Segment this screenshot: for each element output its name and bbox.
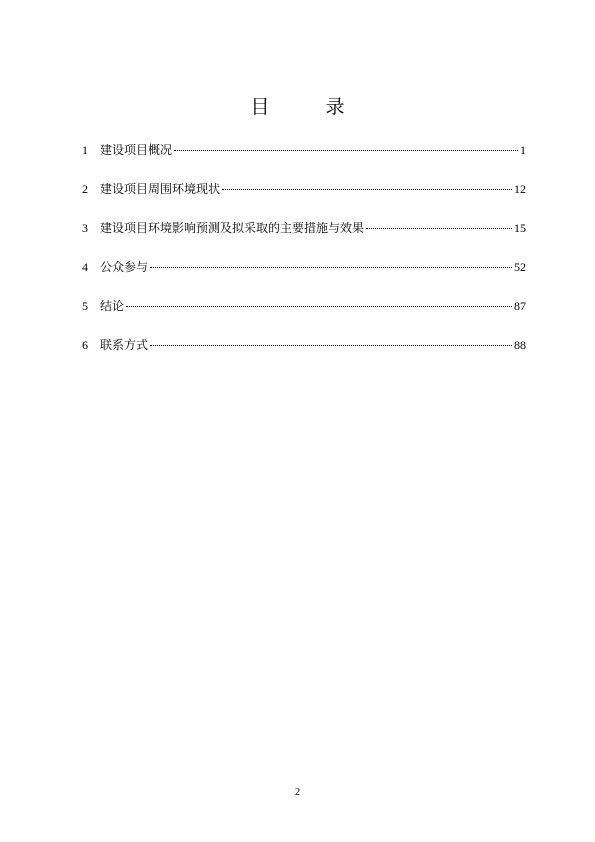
- toc-entry-label: 公众参与: [100, 260, 149, 274]
- toc-entry-page: 15: [514, 221, 526, 235]
- toc-entry-label: 联系方式: [100, 338, 149, 352]
- toc-entry-label: 建设项目周围环境现状: [100, 182, 221, 196]
- toc-entry-page: 88: [514, 338, 526, 352]
- toc-entry-label: 建设项目环境影响预测及拟采取的主要措施与效果: [100, 221, 365, 235]
- page-number: 2: [295, 787, 300, 798]
- toc-entry-page: 1: [520, 143, 526, 157]
- toc-entry-5[interactable]: [82, 296, 526, 335]
- toc-entry-3[interactable]: [82, 218, 526, 257]
- toc-entry-label: 结论: [100, 299, 125, 313]
- title-char-2: 录: [325, 96, 345, 118]
- toc-entry-2[interactable]: [82, 179, 526, 218]
- toc-dot-leader: [222, 189, 512, 190]
- toc-dot-leader: [174, 150, 518, 151]
- toc-entry-number: 3: [82, 221, 88, 235]
- toc-entry-6[interactable]: [82, 335, 526, 374]
- page-title: [0, 92, 595, 119]
- toc-entry-number: 2: [82, 182, 88, 196]
- toc-entry-page: 12: [514, 182, 526, 196]
- toc-entry-4[interactable]: [82, 257, 526, 296]
- toc-entry-number: 1: [82, 143, 88, 157]
- toc-entry-number: 5: [82, 299, 88, 313]
- toc-dot-leader: [150, 267, 512, 268]
- toc-dot-leader: [150, 345, 512, 346]
- toc-entry-number: 6: [82, 338, 88, 352]
- table-of-contents: [82, 140, 526, 374]
- toc-entry-page: 52: [514, 260, 526, 274]
- toc-entry-label: 建设项目概况: [100, 143, 173, 157]
- title-char-1: 目: [250, 96, 270, 118]
- toc-entry-1[interactable]: [82, 140, 526, 179]
- toc-entry-number: 4: [82, 260, 88, 274]
- toc-dot-leader: [366, 228, 512, 229]
- toc-dot-leader: [126, 306, 512, 307]
- toc-entry-page: 87: [514, 299, 526, 313]
